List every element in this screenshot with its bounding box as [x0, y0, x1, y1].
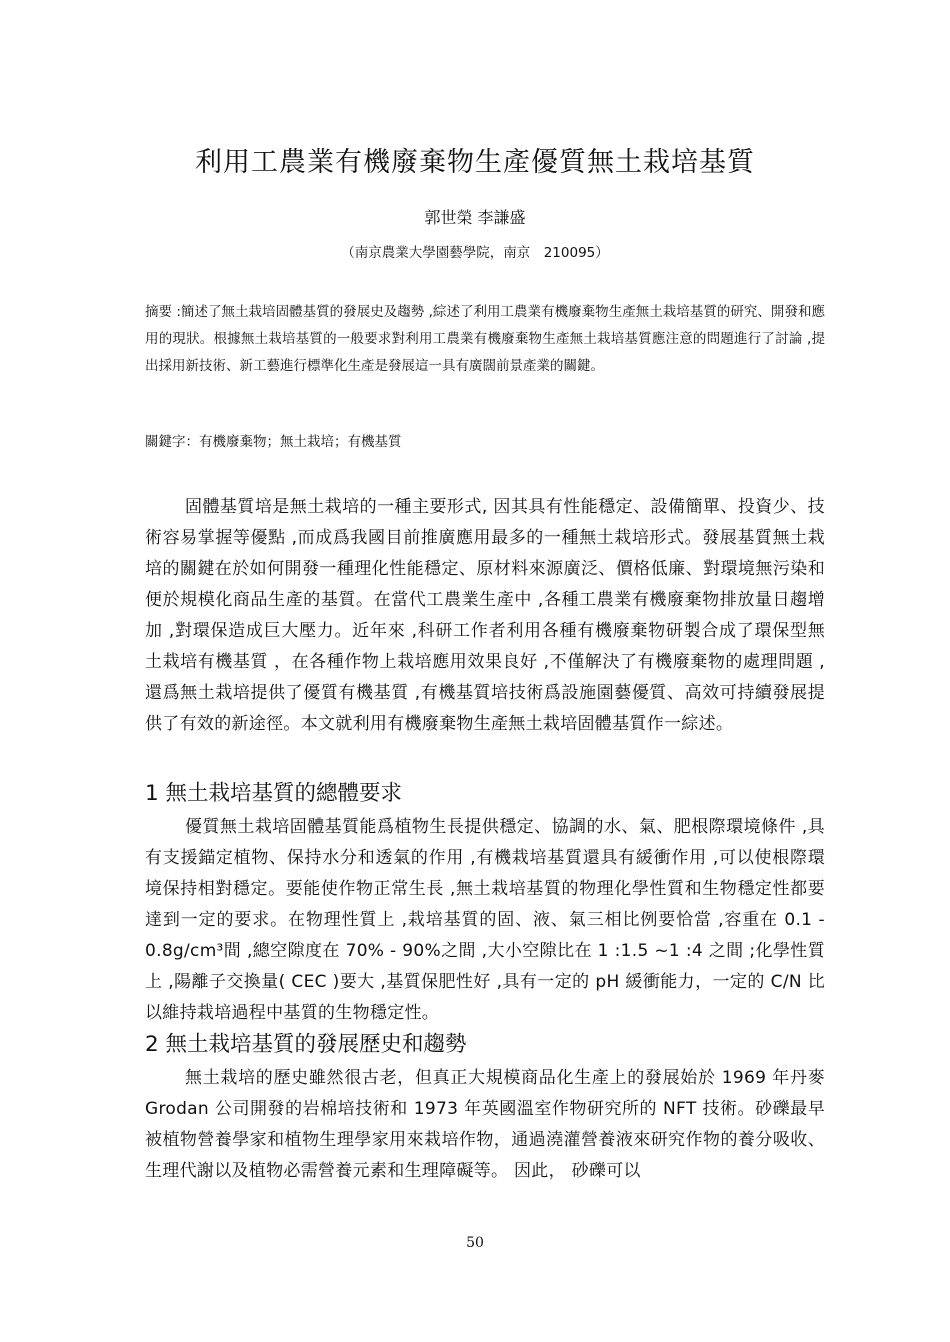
section-1-heading: 1 無土栽培基質的總體要求	[145, 781, 403, 806]
author-affiliation: （南京農業大學園藝學院，南京 210095）	[341, 245, 609, 261]
intro-paragraph: 固體基質培是無土栽培的一種主要形式, 因其具有性能穩定、設備簡單、投資少、技術容易掌握等優點 ,而成爲我國目前推廣應用最多的一種無土栽培形式。發展基質無土栽培的關鍵在於如何開發一種理化性能穩定、原材料來源廣泛、價格低廉、對環境無污染和便於規模化商品生產的基質。在當代工農業生產中 ,各種工農業有機廢棄物排放量日趨增加 ,對環保造成巨大壓力。近年來 ,科研工作者利用各種有機廢棄物研製合成了環保型無土栽培有機基質 ，在各種作物上栽培應用效果良好 ,不僅解決了有機廢棄物的處理問題 ,還爲無土栽培提供了優質有機基質 ,有機基質培技術爲設施園藝優質、高效可持續發展提供了有效的新途徑。本文就利用有機廢棄物生產無土栽培固體基質作一綜述。	[145, 497, 825, 734]
section-1-paragraph: 優質無土栽培固體基質能爲植物生長提供穩定、協調的水、氣、肥根際環境條件 ,具有支援錨定植物、保持水分和透氣的作用 ,有機栽培基質還具有緩衝作用 ,可以使根際環境保持相對穩定。要能使作物正常生長 ,無土栽培基質的物理化學性質和生物穩定性都要達到一定的要求。在物理性質上 ,栽培基質的固、液、氣三相比例要恰當 ,容重在 0.1 - 0.8g/cm³間 ,總空隙度在 70% - 90%之間 ,大小空隙比在 1 :1.5 ~1 :4 之間 ;化學性質上 ,陽離子交換量( CEC )要大 ,基質保肥性好 ,具有一定的 pH 緩衝能力，一定的 C/N 比以維持栽培過程中基質的生物穩定性。	[145, 817, 825, 1023]
section-2-paragraph: 無土栽培的歷史雖然很古老，但真正大規模商品化生產上的發展始於 1969 年丹麥 Grodan 公司開發的岩棉培技術和 1973 年英國溫室作物研究所的 NFT 技術。砂礫最早被植物營養學家和植物生理學家用來栽培作物，通過澆灌營養液來研究作物的養分吸收、生理代謝以及植物必需營養元素和生理障礙等。 因此， 砂礫可以	[145, 1068, 825, 1181]
keywords-text: 關鍵字：有機廢棄物；無土栽培；有機基質	[145, 434, 402, 450]
paper-title: 利用工農業有機廢棄物生產優質無土栽培基質	[195, 147, 755, 178]
abstract-text: 摘要 :簡述了無土栽培固體基質的發展史及趨勢 ,綜述了利用工農業有機廢棄物生產無土栽培基質的研究、開發和應用的現狀。根據無土栽培基質的一般要求對利用工農業有機廢棄物生產無土栽培基質應注意的問題進行了討論 ,提出採用新技術、新工藝進行標準化生產是發展這一具有廣闊前景產業的關鍵。	[145, 304, 825, 374]
author-names: 郭世榮 李謙盛	[424, 208, 526, 227]
section-2-heading: 2 無土栽培基質的發展歷史和趨勢	[145, 1032, 467, 1057]
page-number: 50	[466, 1235, 484, 1251]
